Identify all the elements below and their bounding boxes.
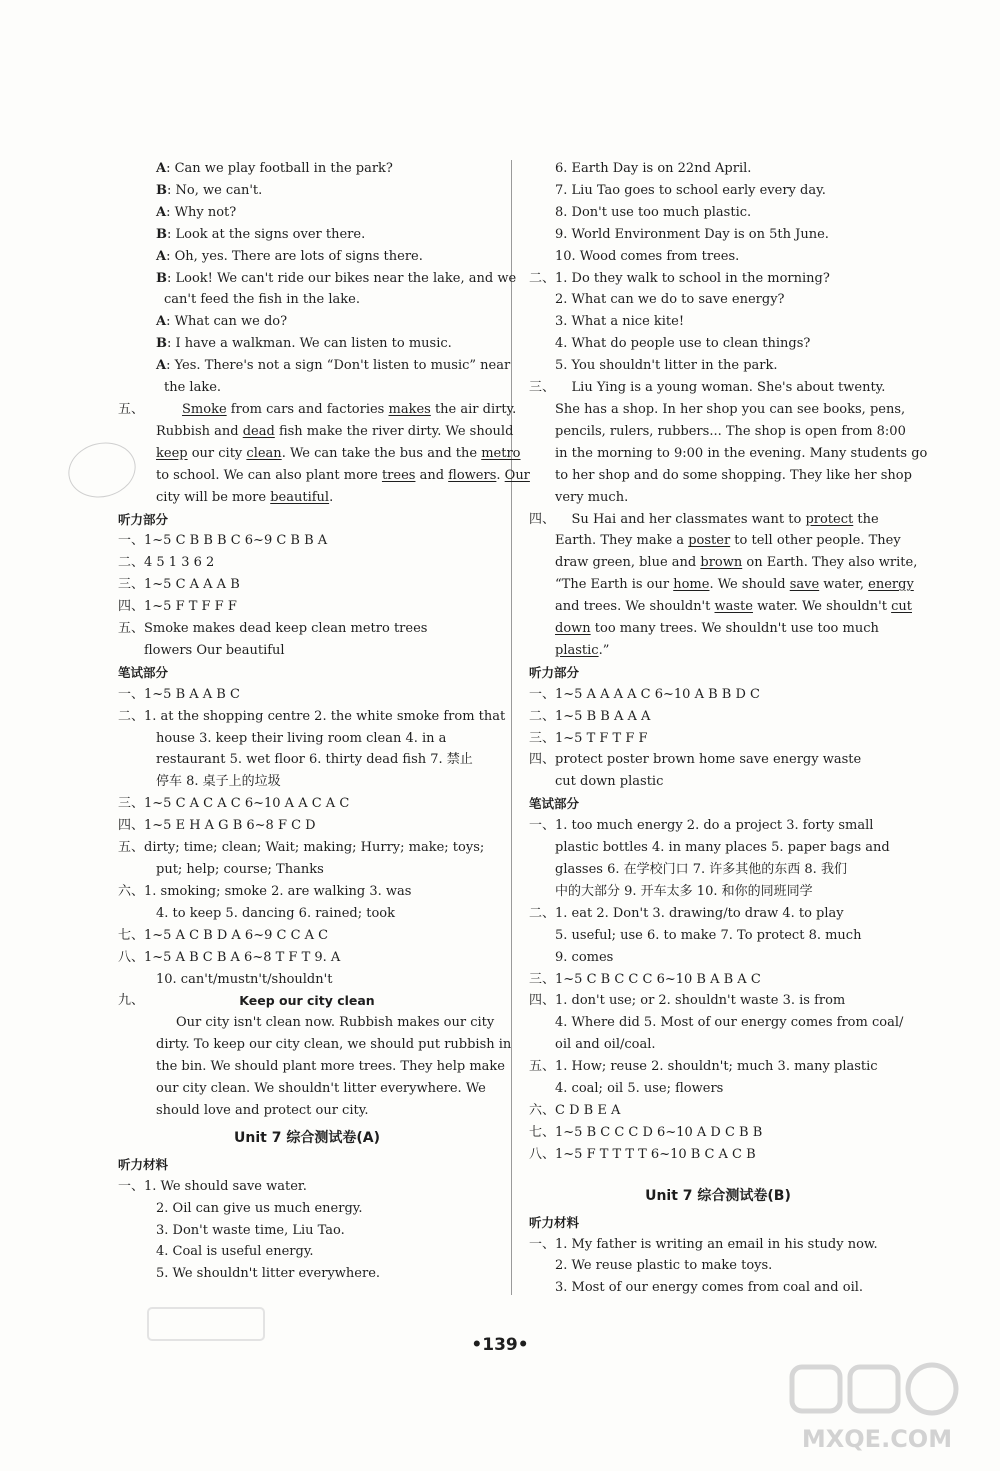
written-answers	[529, 815, 907, 1166]
answer-line: cut down plastic	[555, 774, 664, 790]
unit-title-b: Unit 7 综合测试卷(B)	[645, 1187, 791, 1204]
passage-line: Earth. They make a poster to tell other people. They	[555, 533, 901, 549]
answer-line: 一、1. too much energy 2. do a project 3. forty small	[529, 818, 874, 834]
answer-line: 三、1~5 C A A A B	[118, 577, 240, 593]
written-answers	[118, 684, 506, 991]
material-line: 4. What do people use to clean things?	[555, 336, 811, 352]
answer-line: oil and oil/coal.	[555, 1037, 656, 1053]
section-three-passage	[529, 377, 928, 508]
answer-line: 五、dirty; time; clean; Wait; making; Hurry; make; toys;	[118, 840, 485, 856]
answer-line: glasses 6. 在学校门口 7. 许多其他的东西 8. 我们	[555, 862, 847, 877]
answer-line: 4. coal; oil 5. use; flowers	[555, 1081, 724, 1097]
answer-line: 二、1. eat 2. Don't 3. drawing/to draw 4. to play	[529, 905, 844, 921]
passage-line: keep our city clean. We can take the bus and the metro	[156, 445, 521, 461]
essay-line: Our city isn't clean now. Rubbish makes our city	[176, 1015, 495, 1031]
material-line: 9. World Environment Day is on 5th June.	[555, 226, 829, 242]
answer-line: 三、1~5 C A C A C 6~10 A A C A C	[118, 796, 350, 812]
answer-line: 七、1~5 A C B D A 6~9 C C A C	[118, 927, 329, 943]
dialogue-line: A: Oh, yes. There are lots of signs there.	[156, 248, 423, 264]
material-line: 8. Don't use too much plastic.	[555, 204, 752, 220]
passage-line: Rubbish and dead fish make the river dirty. We should	[156, 423, 514, 439]
material-line: 2. What can we do to save energy?	[555, 292, 785, 308]
page-number: •139•	[471, 1335, 529, 1355]
dialogue-line: A: What can we do?	[156, 314, 288, 330]
material-line: 3. What a nice kite!	[555, 314, 685, 330]
material-continued	[529, 158, 907, 268]
section-two-material	[529, 268, 907, 378]
answer-line: plastic bottles 4. in many places 5. paper bags and	[555, 840, 890, 856]
left-column	[118, 158, 530, 1285]
passage-line: draw green, blue and brown on Earth. They also write,	[555, 555, 918, 571]
answer-line: house 3. keep their living room clean 4. in a	[156, 730, 447, 746]
answer-line: 五、1. How; reuse 2. shouldn't; much 3. many plastic	[529, 1059, 878, 1075]
answer-line: 六、C D B E A	[529, 1102, 621, 1118]
answer-line: 八、1~5 F T T T T 6~10 B C A C B	[529, 1146, 756, 1162]
answer-line: 10. can't/mustn't/shouldn't	[156, 971, 333, 987]
answer-line: 三、1~5 C B C C C 6~10 B A B A C	[529, 971, 761, 987]
listening-answers	[118, 530, 496, 661]
section-nine-label: 九、	[118, 993, 145, 1009]
essay-title: Keep our city clean	[239, 993, 375, 1009]
answer-line: 中的大部分 9. 开车太多 10. 和你的同班同学	[555, 883, 813, 899]
material-line: 3. Don't waste time, Liu Tao.	[156, 1222, 345, 1238]
essay	[118, 1012, 512, 1122]
dialogue-line: B: Look! We can't ride our bikes near the lake, and we	[156, 270, 517, 286]
passage-line: very much.	[555, 489, 629, 505]
answer-line: 二、1. at the shopping centre 2. the white smoke from that	[118, 708, 506, 724]
answer-line: 4. Where did 5. Most of our energy comes from coal/	[555, 1015, 904, 1031]
material-line: 2. We reuse plastic to make toys.	[555, 1258, 773, 1274]
answer-line: 六、1. smoking; smoke 2. are walking 3. was	[118, 883, 412, 899]
watermark-logo-icon	[782, 1359, 972, 1459]
answer-line: flowers Our beautiful	[144, 642, 285, 658]
passage-line: in the morning to 9:00 in the evening. Many students go	[555, 445, 928, 461]
passage-line: to her shop and do some shopping. They like her shop	[555, 467, 912, 483]
answer-line: 二、1~5 B B A A A	[529, 708, 651, 724]
passage-line: city will be more beautiful.	[156, 489, 334, 505]
answer-line: 停车 8. 桌子上的垃圾	[156, 774, 281, 790]
answer-line: 4. to keep 5. dancing 6. rained; took	[156, 905, 395, 921]
dialogue-line: can't feed the fish in the lake.	[164, 292, 360, 308]
passage-line: She has a shop. In her shop you can see books, pens,	[555, 401, 906, 417]
listening-heading: 听力部分	[118, 511, 169, 527]
answer-line: 八、1~5 A B C B A 6~8 T F T 9. A	[118, 949, 341, 965]
dialogue-line: A: Why not?	[156, 204, 237, 220]
material-line: 5. We shouldn't litter everywhere.	[156, 1266, 381, 1282]
dialogue-line: B: I have a walkman. We can listen to music.	[156, 336, 452, 352]
material-line: 6. Earth Day is on 22nd April.	[555, 161, 752, 176]
listening-material	[529, 1234, 907, 1300]
material-line: 7. Liu Tao goes to school early every day.	[555, 182, 826, 198]
answer-line: 四、1. don't use; or 2. shouldn't waste 3. is from	[529, 993, 846, 1009]
essay-heading-row	[118, 990, 496, 1012]
answer-line: 9. comes	[555, 949, 614, 965]
passage-line: pencils, rulers, rubbers... The shop is open from 8:00	[555, 423, 906, 439]
dialogue	[118, 158, 517, 399]
essay-line: dirty. To keep our city clean, we should put rubbish in	[156, 1037, 512, 1053]
column-divider	[511, 160, 512, 1295]
answer-line: 五、Smoke makes dead keep clean metro trees	[118, 621, 428, 637]
right-column	[529, 158, 928, 1299]
answer-line: restaurant 5. wet floor 6. thirty dead fish 7. 禁止	[156, 752, 473, 768]
section-four-passage	[529, 509, 918, 662]
answer-line: 七、1~5 B C C C D 6~10 A D C B B	[529, 1124, 763, 1140]
material-line: 10. Wood comes from trees.	[555, 248, 740, 264]
listening-material	[118, 1176, 496, 1286]
material-line: 3. Most of our energy comes from coal and oil.	[555, 1280, 864, 1296]
answer-line: 三、1~5 T F T F F	[529, 730, 648, 746]
material-line: 5. You shouldn't litter in the park.	[555, 358, 778, 374]
essay-line: our city clean. We shouldn't litter everywhere. We	[156, 1081, 486, 1097]
unit-title-a: Unit 7 综合测试卷(A)	[234, 1129, 380, 1146]
passage-line: 四、 Su Hai and her classmates want to protect the	[529, 511, 879, 527]
section-five-passage	[118, 399, 530, 509]
passage-line: plastic.”	[555, 642, 610, 658]
answer-line: put; help; course; Thanks	[156, 862, 324, 877]
listening-heading: 听力部分	[529, 664, 580, 680]
listening-answers	[529, 684, 907, 794]
material-heading: 听力材料	[529, 1214, 580, 1230]
faded-stamp-icon	[146, 1304, 266, 1344]
watermark-text: MXQE.COM	[801, 1425, 953, 1453]
answer-line: 二、4 5 1 3 6 2	[118, 555, 215, 571]
passage-line: 三、 Liu Ying is a young woman. She's about twenty.	[529, 380, 886, 396]
dialogue-line: A: Yes. There's not a sign “Don't listen to music” near	[156, 358, 511, 374]
answer-line: 一、1~5 C B B B C 6~9 C B B A	[118, 533, 328, 549]
passage-line: “The Earth is our home. We should save water, energy	[555, 577, 914, 593]
answer-line: 一、1~5 A A A A C 6~10 A B B D C	[529, 686, 760, 702]
dialogue-line: B: Look at the signs over there.	[156, 226, 366, 242]
answer-line: 四、protect poster brown home save energy waste	[529, 752, 862, 768]
dialogue-line: A: Can we play football in the park?	[156, 161, 393, 176]
dialogue-line: B: No, we can't.	[156, 182, 263, 198]
material-line: 一、1. My father is writing an email in his study now.	[529, 1236, 878, 1252]
passage-line: down too many trees. We shouldn't use too much	[555, 621, 879, 637]
dialogue-line: the lake.	[164, 380, 222, 396]
essay-line: should love and protect our city.	[156, 1102, 369, 1118]
passage-line: to school. We can also plant more trees and flowers. Our	[156, 467, 530, 483]
answer-line: 四、1~5 E H A G B 6~8 F C D	[118, 818, 316, 834]
passage-line: 五、 Smoke from cars and factories makes the air dirty.	[118, 401, 517, 417]
essay-line: the bin. We should plant more trees. They help make	[156, 1059, 505, 1075]
spacer	[529, 1166, 907, 1180]
written-heading: 笔试部分	[529, 796, 580, 812]
material-line: 2. Oil can give us much energy.	[156, 1200, 363, 1216]
answer-line: 四、1~5 F T F F F	[118, 599, 237, 615]
passage-line: and trees. We shouldn't waste water. We shouldn't cut	[555, 599, 912, 615]
material-heading: 听力材料	[118, 1156, 169, 1172]
written-heading: 笔试部分	[118, 664, 169, 680]
material-line: 一、1. We should save water.	[118, 1178, 307, 1194]
material-line: 二、1. Do they walk to school in the morning?	[529, 270, 830, 286]
answer-line: 一、1~5 B A A B C	[118, 686, 240, 702]
answer-line: 5. useful; use 6. to make 7. To protect 8. much	[555, 927, 862, 943]
material-line: 4. Coal is useful energy.	[156, 1244, 314, 1260]
